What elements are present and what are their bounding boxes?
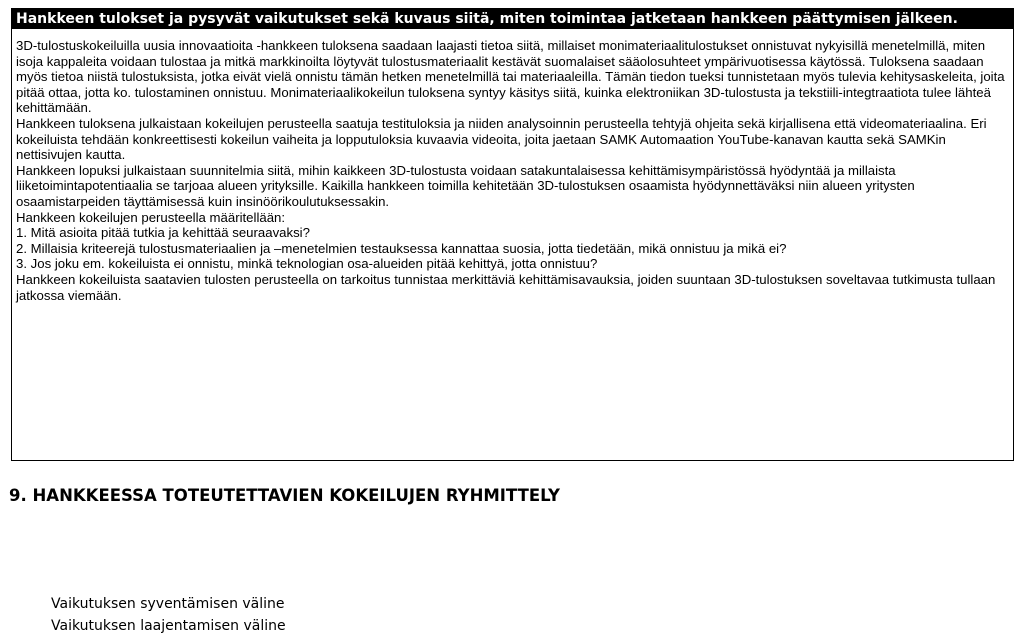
section-body	[12, 29, 1013, 303]
section-9-heading: 9. HANKKEESSA TOTEUTETTAVIEN KOKEILUJEN RYHMITTELY	[9, 486, 560, 505]
paragraph-publications: Hankkeen tuloksena julkaistaan kokeilujen perusteella saatuja testituloksia ja niiden analysoinnin perusteella tehtyjä ohjeita sekä kirjallisena että videomateriaalina. Eri kokeiluista tehdään konkreettisesti kokeilun vaiheita ja lopputuloksia kuvaavia videoita, joita jaetaan SAMK Automaation YouTube-kanavan kautta sekä SAMKin nettisivujen kautta.	[16, 115, 987, 163]
question-item: 3. Jos joku em. kokeiluista ei onnistu, minkä teknologian osa-alueiden pitää kehittyä, jotta onnistuu?	[16, 256, 598, 272]
paragraph-definitions-intro: Hankkeen kokeilujen perusteella määritellään:	[16, 209, 286, 225]
question-item: 2. Millaisia kriteerejä tulostusmateriaalien ja –menetelmien testauksessa kannattaa suosia, jotta tiedetään, mikä onnistuu ja mikä ei?	[16, 240, 787, 256]
question-list	[16, 225, 1009, 272]
tool-item-deepening: Vaikutuksen syventämisen väline	[51, 596, 285, 612]
tool-item-broadening: Vaikutuksen laajentamisen väline	[51, 618, 286, 634]
paragraph-results: 3D-tulostuskokeiluilla uusia innovaatioita -hankkeen tuloksena saadaan laajasti tietoa siitä, millaiset monimateriaalitulostukset onnistuvat nykyisillä menetelmillä, miten isoja kappaleita voidaan tulostaa ja mitkä markkinoilta löytyvät tulostusmateriaalit kestävät suomalaiset sääolosuhteet ympärivuotisessa käytössä. Tuloksena saadaan myös tietoa niistä tulostuksista, jotka eivät vielä onnistu tämän hetken menetelmillä tai materiaaleilla. Tämän tiedon tueksi tunnistetaan myös tulevia kehitysaskeleita, joita pitää ottaa, jotta ko. tulostaminen onnistuu. Monimateriaalikokeilun tuloksena syntyy käsitys siitä, kuinka elektroniikan 3D-tulostusta ja tekstiili-integtraatiota tulee lähteä kehittämään.	[16, 38, 1005, 116]
question-item: 1. Mitä asioita pitää tutkia ja kehittää seuraavaksi?	[16, 225, 310, 241]
section-header: Hankkeen tulokset ja pysyvät vaikutukset sekä kuvaus siitä, miten toimintaa jatketaan hankkeen päättymisen jälkeen.	[12, 9, 1013, 29]
results-section	[11, 8, 1014, 461]
paragraph-closing: Hankkeen kokeiluista saatavien tulosten perusteella on tarkoitus tunnistaa merkittäviä kehittämisavauksia, joiden suuntaan 3D-tulostuksen soveltavaa tutkimusta tullaan jatkossa viemään.	[16, 271, 996, 303]
tool-list	[51, 593, 286, 637]
paragraph-plans: Hankkeen lopuksi julkaistaan suunnitelmia siitä, mihin kaikkeen 3D-tulostusta voidaan satakuntalaisessa kehittämisympäristössä hyödyntää ja millaista liiketoimintapotentiaalia se tarjoaa alueen yrityksille. Kaikilla hankkeen toimilla kehitetään 3D-tulostuksen osaamista hyödynnettäväksi niin alueen yritysten osaamistarpeiden täyttämisessä kuin insinöörikoulutuksessakin.	[16, 162, 915, 209]
